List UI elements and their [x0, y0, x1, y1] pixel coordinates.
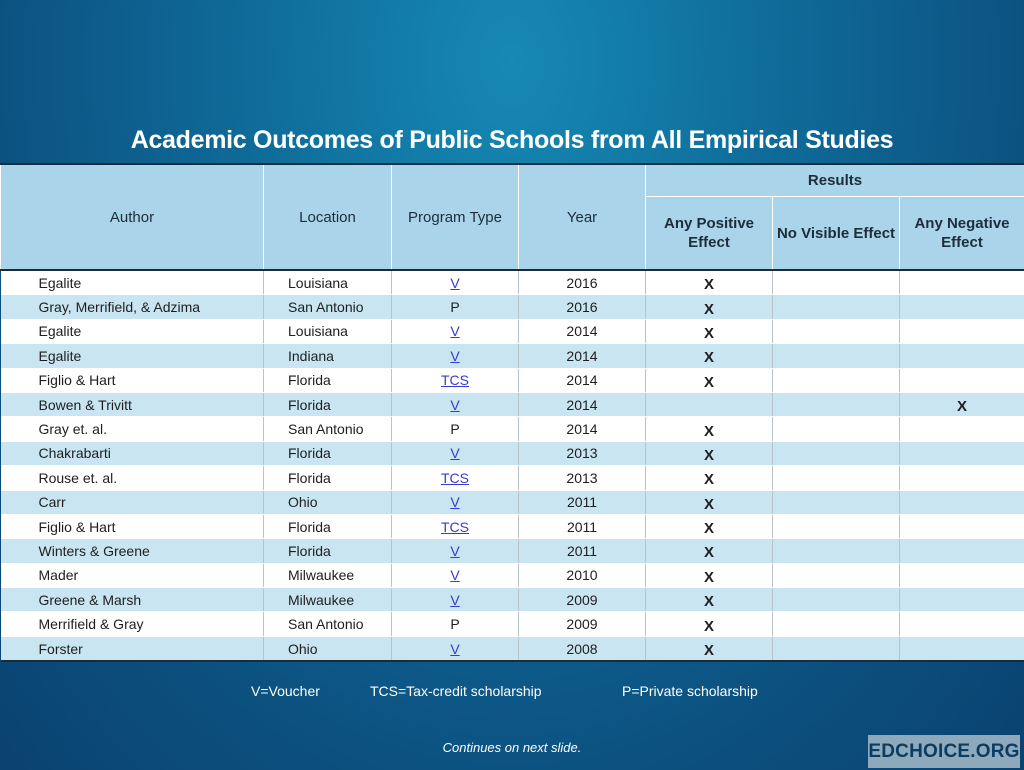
cell-location: Florida	[264, 441, 392, 465]
header-author: Author	[1, 164, 264, 270]
table-row	[1, 441, 1024, 465]
header-any-positive-effect: Any Positive Effect	[646, 197, 773, 271]
cell-author: Gray, Merrifield, & Adzima	[1, 295, 264, 319]
cell-year: 2013	[519, 466, 646, 490]
cell-year: 2014	[519, 392, 646, 416]
header-year: Year	[519, 164, 646, 270]
table-row	[1, 319, 1024, 343]
cell-location: Florida	[264, 368, 392, 392]
program-type-link[interactable]: V	[450, 494, 460, 511]
cell-year: 2009	[519, 612, 646, 636]
cell-program-type[interactable]	[392, 368, 519, 392]
result-mark: X	[703, 276, 714, 294]
program-type-link[interactable]: V	[450, 640, 460, 657]
header-any-negative-effect: Any Negative Effect	[900, 197, 1024, 271]
program-type-link[interactable]: V	[450, 591, 460, 608]
cell-program-type[interactable]	[392, 319, 519, 343]
cell-no-visible-effect	[773, 270, 900, 295]
result-mark: X	[703, 373, 714, 391]
result-mark: X	[703, 593, 714, 611]
cell-any-negative-effect	[900, 490, 1024, 514]
cell-no-visible-effect	[773, 636, 900, 661]
cell-program-type	[392, 417, 519, 441]
table-row	[1, 514, 1024, 538]
cell-author: Bowen & Trivitt	[1, 392, 264, 416]
table-row	[1, 392, 1024, 416]
cell-program-type[interactable]	[392, 588, 519, 612]
cell-program-type[interactable]	[392, 466, 519, 490]
cell-any-negative-effect	[900, 636, 1024, 661]
cell-location: Ohio	[264, 636, 392, 661]
cell-program-type[interactable]	[392, 563, 519, 587]
cell-year: 2008	[519, 636, 646, 661]
cell-no-visible-effect	[773, 539, 900, 563]
cell-any-positive-effect	[646, 612, 773, 636]
cell-year: 2016	[519, 270, 646, 295]
cell-author: Carr	[1, 490, 264, 514]
cell-program-type[interactable]	[392, 490, 519, 514]
header-location: Location	[264, 164, 392, 270]
result-mark: X	[703, 446, 714, 464]
cell-location: Florida	[264, 514, 392, 538]
cell-any-positive-effect	[646, 514, 773, 538]
cell-any-positive-effect	[646, 441, 773, 465]
cell-author: Egalite	[1, 319, 264, 343]
cell-any-negative-effect	[900, 588, 1024, 612]
table-row	[1, 344, 1024, 368]
result-mark: X	[703, 642, 714, 660]
program-type-link[interactable]: V	[450, 323, 460, 340]
cell-no-visible-effect	[773, 588, 900, 612]
cell-program-type[interactable]	[392, 441, 519, 465]
edchoice-logo: EDCHOICE.ORG	[868, 735, 1020, 768]
cell-program-type[interactable]	[392, 539, 519, 563]
cell-author: Figlio & Hart	[1, 514, 264, 538]
program-type-link: P	[450, 299, 460, 316]
cell-location: San Antonio	[264, 612, 392, 636]
program-type-link[interactable]: V	[450, 567, 460, 584]
cell-location: Florida	[264, 539, 392, 563]
cell-no-visible-effect	[773, 392, 900, 416]
cell-year: 2009	[519, 588, 646, 612]
result-mark: X	[703, 349, 714, 367]
cell-no-visible-effect	[773, 514, 900, 538]
cell-program-type	[392, 612, 519, 636]
cell-author: Rouse et. al.	[1, 466, 264, 490]
table-row	[1, 490, 1024, 514]
cell-any-negative-effect	[900, 612, 1024, 636]
program-type-link[interactable]: TCS	[441, 372, 469, 389]
cell-year: 2011	[519, 514, 646, 538]
cell-author: Greene & Marsh	[1, 588, 264, 612]
cell-author: Egalite	[1, 270, 264, 295]
cell-program-type[interactable]	[392, 270, 519, 295]
cell-no-visible-effect	[773, 563, 900, 587]
cell-any-positive-effect	[646, 392, 773, 416]
cell-year: 2016	[519, 295, 646, 319]
cell-author: Mader	[1, 563, 264, 587]
cell-year: 2010	[519, 563, 646, 587]
program-type-link: P	[450, 421, 460, 438]
table-row	[1, 368, 1024, 392]
result-mark: X	[703, 471, 714, 489]
cell-no-visible-effect	[773, 490, 900, 514]
cell-location: Milwaukee	[264, 588, 392, 612]
cell-year: 2011	[519, 490, 646, 514]
cell-year: 2014	[519, 368, 646, 392]
cell-no-visible-effect	[773, 368, 900, 392]
cell-any-negative-effect	[900, 563, 1024, 587]
cell-any-positive-effect	[646, 539, 773, 563]
cell-any-positive-effect	[646, 466, 773, 490]
program-type-link[interactable]: V	[450, 274, 460, 291]
result-mark: X	[703, 324, 714, 342]
legend-private-scholarship: P=Private scholarship	[622, 683, 758, 699]
program-type-link[interactable]: V	[450, 396, 460, 413]
program-type-link[interactable]: TCS	[441, 518, 469, 535]
cell-author: Forster	[1, 636, 264, 661]
program-type-link[interactable]: V	[450, 347, 460, 364]
table-row	[1, 417, 1024, 441]
legend-voucher: V=Voucher	[251, 683, 320, 699]
cell-location: Florida	[264, 466, 392, 490]
cell-any-positive-effect	[646, 319, 773, 343]
table-row	[1, 588, 1024, 612]
result-mark: X	[703, 422, 714, 440]
cell-no-visible-effect	[773, 612, 900, 636]
program-type-link[interactable]: TCS	[441, 469, 469, 486]
cell-any-positive-effect	[646, 344, 773, 368]
cell-any-negative-effect	[900, 270, 1024, 295]
table-row	[1, 563, 1024, 587]
cell-year: 2014	[519, 344, 646, 368]
cell-program-type	[392, 295, 519, 319]
cell-any-positive-effect	[646, 588, 773, 612]
cell-any-negative-effect	[900, 295, 1024, 319]
cell-no-visible-effect	[773, 319, 900, 343]
cell-any-positive-effect	[646, 270, 773, 295]
cell-any-negative-effect	[900, 392, 1024, 416]
cell-any-negative-effect	[900, 319, 1024, 343]
cell-location: Milwaukee	[264, 563, 392, 587]
cell-author: Gray et. al.	[1, 417, 264, 441]
cell-any-negative-effect	[900, 466, 1024, 490]
table-row	[1, 270, 1024, 295]
cell-author: Winters & Greene	[1, 539, 264, 563]
cell-program-type[interactable]	[392, 636, 519, 661]
program-type-link[interactable]: V	[450, 445, 460, 462]
table-row	[1, 295, 1024, 319]
table-row	[1, 612, 1024, 636]
program-type-link[interactable]: V	[450, 542, 460, 559]
cell-no-visible-effect	[773, 417, 900, 441]
cell-any-negative-effect	[900, 368, 1024, 392]
cell-location: Louisiana	[264, 319, 392, 343]
cell-program-type[interactable]	[392, 392, 519, 416]
cell-any-positive-effect	[646, 490, 773, 514]
cell-no-visible-effect	[773, 466, 900, 490]
cell-location: Louisiana	[264, 270, 392, 295]
cell-author: Chakrabarti	[1, 441, 264, 465]
continues-note: Continues on next slide.	[442, 740, 582, 755]
cell-no-visible-effect	[773, 441, 900, 465]
result-mark: X	[703, 544, 714, 562]
table-body	[1, 270, 1024, 661]
cell-location: San Antonio	[264, 417, 392, 441]
cell-any-positive-effect	[646, 636, 773, 661]
cell-any-negative-effect	[900, 514, 1024, 538]
header-results: Results	[646, 164, 1024, 197]
cell-any-negative-effect	[900, 417, 1024, 441]
header-program-type: Program Type	[392, 164, 519, 270]
cell-no-visible-effect	[773, 344, 900, 368]
result-mark: X	[956, 398, 967, 416]
cell-author: Merrifield & Gray	[1, 612, 264, 636]
cell-year: 2014	[519, 417, 646, 441]
program-type-link: P	[450, 616, 460, 633]
cell-program-type[interactable]	[392, 514, 519, 538]
cell-any-negative-effect	[900, 344, 1024, 368]
table-row	[1, 539, 1024, 563]
cell-author: Figlio & Hart	[1, 368, 264, 392]
cell-year: 2013	[519, 441, 646, 465]
table-row	[1, 466, 1024, 490]
cell-program-type[interactable]	[392, 344, 519, 368]
result-mark: X	[703, 520, 714, 538]
cell-location: San Antonio	[264, 295, 392, 319]
cell-any-positive-effect	[646, 563, 773, 587]
legend-tax-credit-scholarship: TCS=Tax-credit scholarship	[370, 683, 542, 699]
cell-any-negative-effect	[900, 539, 1024, 563]
cell-any-positive-effect	[646, 295, 773, 319]
table-row	[1, 636, 1024, 661]
page-title: Academic Outcomes of Public Schools from All Empirical Studies	[130, 126, 894, 154]
result-mark: X	[703, 495, 714, 513]
cell-location: Ohio	[264, 490, 392, 514]
result-mark: X	[703, 300, 714, 318]
result-mark: X	[703, 617, 714, 635]
cell-year: 2014	[519, 319, 646, 343]
cell-any-positive-effect	[646, 368, 773, 392]
studies-table	[0, 163, 1024, 662]
header-no-visible-effect: No Visible Effect	[773, 197, 900, 271]
cell-location: Indiana	[264, 344, 392, 368]
cell-any-negative-effect	[900, 441, 1024, 465]
cell-location: Florida	[264, 392, 392, 416]
cell-no-visible-effect	[773, 295, 900, 319]
cell-any-positive-effect	[646, 417, 773, 441]
cell-year: 2011	[519, 539, 646, 563]
result-mark: X	[703, 568, 714, 586]
cell-author: Egalite	[1, 344, 264, 368]
